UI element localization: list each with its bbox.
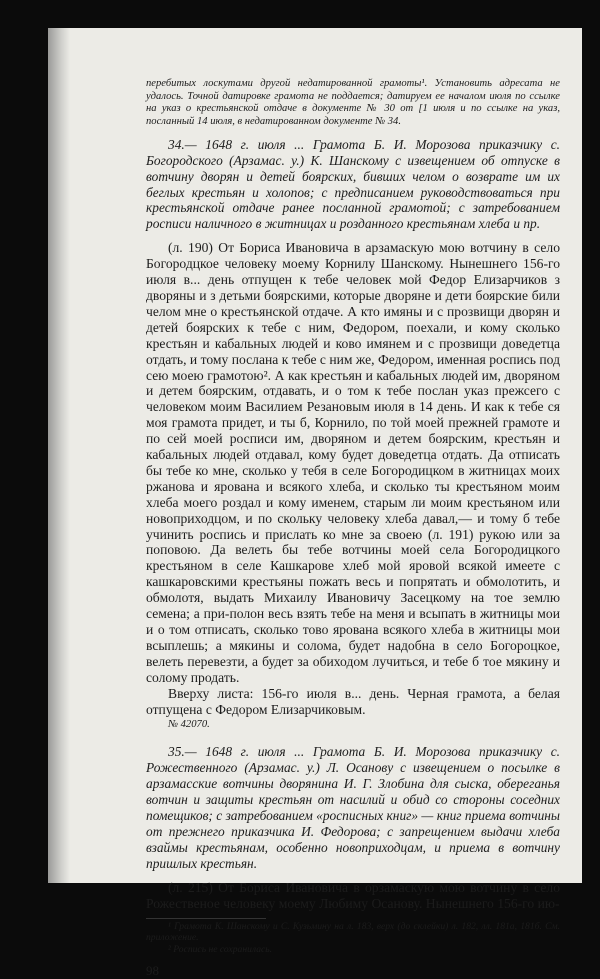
document-34-archive-number: № 42070. — [168, 719, 210, 731]
continuation-note: перебитых лоскутами другой недатированной грамоты¹. Установить адресата не удалось. Точной датировке грамота не поддается; датируем ее началом июля по ссылке на указ о крестьянской отдаче в документе № 30 от [1 июля и по ссылке на указ, посланный 14 июля, в недатированном документе № 34. — [146, 78, 560, 128]
footnote-2: ² Роспись не сохранилась. — [168, 943, 273, 955]
footnote-1: ¹ Грамота К. Шанскому и С. Кузьмину на л. 183, верх (до склейки) л. 182, лл. 181а, 181б. См. приложение. — [146, 920, 560, 944]
document-34-text: (л. 190) От Бориса Ивановича в арзамаскую мою вотчину в село Богородцкое человеку моему Корнилу Шанскому. Нынешнего 156-го июля в... день отпущен к тебе человек мой Федор Елизарчиков з дворяны и з детьми боярскими, которые дворяне и дети боярские били челом мне о крестьянской отдаче. А кто имяны и с прозвищи дворян и детей боярских к тебе с ним, Федором, поехали, и кому сколько крестьян и кабальных людей и ково имянем и с прозвищи доведетца отдать, и тому послана к тебе с ним же, Федором, именная роспись под сею моею грамотою². А как крестьян и кабальных людей им, дворяном и детем боярским, отдавать, и о том к тебе послан указ прежсего с человеком моим Василием Резановым июля в 14 день. И как к тебе ся моя грамота придет, и ты б, Корнило, по той моей прежней грамоте и по сей моей росписи им, дворяном и детем боярским, крестьян и кабальных людей отдавал, кому будет доведетца отдать. Да отписать бы тебе ко мне, сколько у тебя в селе Богородицком в житницах моих ржанова и ярована и всякого хлеба, и сколько ты крестьяном моим хлеба моего роздал и кому именем, старым ли моим крестьяном или новоприходцом, и по скольку человеку хлеба давал,— и тому б тебе учинить роспись и прислать ко мне за своею (л. 191) рукою или за поповою. Да велеть бы тебе вотчины моей села Богородицкого крестьяном в селе Кашкарове хлеб мой яровой всякой имеете с кашкаровскими крестьяны пожать весь и попрятать и обмолотить, и обмолотя, выдать Михаилу Ивановичу Засецкому на тое землю семена; а при-полон весь взять тебе на меня и всыпать в житницы мои и о том отписать, сколько тово ярована всякого хлеба в житницы мои всыплешь; а мякины и солома, будет надобна в село Богороцкое, велеть перевезти, а будет за обиходом лучиться, и тебе б тое мякину и солому продать. — [146, 240, 560, 685]
book-page — [48, 28, 582, 979]
page-gutter-shadow — [48, 28, 70, 883]
footnote-rule — [146, 918, 266, 919]
document-34-heading: 34.— 1648 г. июля ... Грамота Б. И. Морозова приказчику с. Богородского (Арзамас. у.) К. Шанскому с извещением об отпуске в вотчину дворян и детей боярских, бивших челом о возврате им их беглых крестьян и холопов; с предписанием руководствоваться при крестьянской отдаче ранее посланной грамотой; с затребованием росписи наличного в житницах и розданного крестьянам хлеба и пр. — [146, 136, 560, 232]
document-34-note: Вверху листа: 156-го июля в... день. Черная грамота, а белая отпущена с Федором Елизарчиковым. — [146, 685, 560, 717]
document-35-heading: 35.— 1648 г. июля ... Грамота Б. И. Морозова приказчику с. Рожественного (Арзамас. у.) Л. Осанову с извещением о посылке в арзамасские вотчины дворянина И. Г. Злобина для сыска, обереганья вотчин и защиты крестьян от насилий и обид со стороны соседних помещиков; с затребованием «росписных книг» — книг приема вотчины от прежнего приказчика И. Федорова; с запрещением выдачи хлеба взаймы крестьянам, особенно новоприходцам, и приема в вотчину пришлых крестьян. — [146, 744, 560, 871]
document-35-text: (л. 215) От Бориса Ивановича в орзамаскую мою вотчину в село Рожественое человеку моему Любиму Осанову. Нынешнего 156-го ию- — [146, 879, 560, 911]
page-number: 98 — [146, 963, 159, 979]
